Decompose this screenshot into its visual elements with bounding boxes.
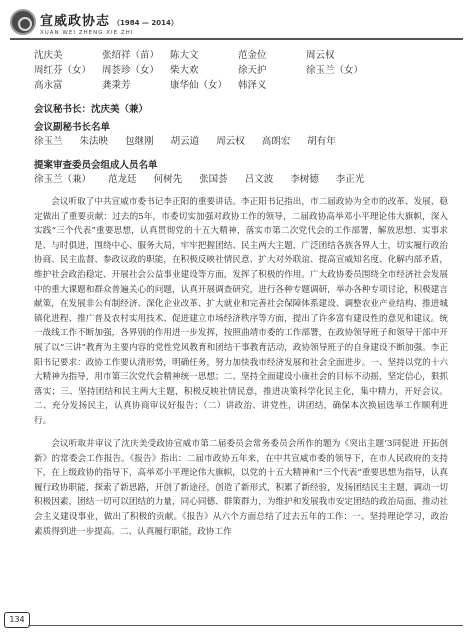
footer-divider: [28, 625, 463, 626]
member-row: [34, 63, 448, 78]
member-name: 康华仙（女）: [170, 80, 228, 91]
deputy-secretary-name: 包继刚: [125, 136, 154, 147]
proposal-member-name: 范龙廷: [108, 174, 137, 185]
member-name: 陈大文: [170, 50, 199, 61]
member-name: 韩泽义: [238, 80, 267, 91]
deputy-secretary-name: 朱法映: [79, 136, 109, 147]
emblem-icon: [10, 9, 36, 35]
proposal-member-name: 何树先: [153, 174, 183, 185]
deputy-secretary-name: 胡云道: [170, 136, 200, 147]
body-paragraph: 会议听取并审议了沈庆美受政协宣威市第二届委员会常务委员会所作的题为《突出主题‘3同促进 开拓创新》的常委会工作报告。《报告》指出：二届市政协五年来，在中共宣威市委的领导下，在市人民政府的支持下，在上级政协的指导下，高举邓小平理论伟大旗帜，以党的十五大精神和“三个代表”重要思想为指导，认真履行政协职能，探索了新思路，开创了新途径，创造了新形式，积累了新经验，发扬团结民主主题，调动一切积极因素，团结一切可以团结的力量，同心同德、群策群力，为维护和发展我市安定团结的政治局面，推动社会主义建设事业，做出了积极的贡献。《报告》从六个方面总结了过去五年的工作：一、坚持理论学习，政治素质得到进一步提高。二、认真履行职能，政协工作: [34, 439, 448, 537]
proposal-member-name: 吕文波: [244, 174, 274, 185]
deputy-secretary-name: 周云权: [216, 136, 245, 147]
member-name: 沈庆美: [34, 50, 63, 61]
proposal-committee-list: [34, 173, 448, 187]
proposal-member-name: 李树德: [290, 174, 319, 185]
proposal-member-name: 徐玉兰（兼）: [34, 174, 92, 185]
member-row: [34, 48, 448, 63]
proposal-member-name: 李正光: [335, 174, 365, 185]
deputy-secretary-name: 徐玉兰: [34, 136, 63, 147]
proposal-committee-heading: 提案审查委员会组成人员名单: [34, 160, 158, 171]
committee-members: [34, 48, 448, 93]
header-divider: [10, 38, 463, 40]
deputy-secretaries-list: [34, 135, 448, 149]
deputy-secretaries-heading: 会议副秘书长名单: [34, 122, 111, 133]
member-name: 张绍祥（苗）: [102, 50, 160, 61]
proposal-member-name: 张国荟: [199, 174, 228, 185]
header-title-block: [40, 10, 178, 36]
member-name: 周荟珍（女）: [102, 65, 160, 76]
member-name: 柴大欢: [170, 65, 199, 76]
body-paragraph: 会议听取了中共宣威市委书记李正阳的重要讲话。李正阳书记指出，市二届政协为全市的改革、发展、稳定做出了重要贡献：过去的5年，市委切实加强对政协工作的领导，二届政协高举邓小平理论伟大旗帜，深入实践“三个代表”重要思想，认真贯彻党的十五大精神，落实市第二次党代会的工作部署，解放思想、实事求是、与时俱进，围绕中心、服务大局，牢牢把握团结、民主两大主题，广泛团结各族各界人士，切实履行政治协商、民主监督、参政议政的职能，在积极反映社情民意、扩大对外联谊、提高宣威知名度、化解内部矛盾，维护社会政治稳定、开展社会公益事业建设等方面，发挥了积极的作用。广大政协委员围绕全市经济社会发展中的重大课题和群众普遍关心的问题，认真开展调查研究，进行各种专题调研，举办各种专项讨论，积极建言献策，在发展非公有制经济、深化企业改革、扩大就业和完善社会保障体系建设、调整农业产业结构、推进城镇化进程、推广普及农村实用技术、促进建立市场经济秩序等方面，提出了许多富有建设性的意见和建议。统一战线工作不断加强，各界别的作用进一步发挥，按照曲靖市委的工作部署，在政协领导班子和领导干部中开展了以“三讲”教育为主要内容的党性党风教育和团结干事教育活动，政协领导班子的自身建设不断加强。李正阳书记要求：政协工作要认清形势，明确任务，努力加快我市经济发展和社会全面进步。一、坚持以党的十六大精神为指导，用市第三次党代会精神统一思想；二、坚持全面建设小康社会的目标不动摇，坚定信心，狠抓落实；三、坚持团结和民主两大主题，积极反映社情民意，推进决策科学化民主化，集中精力，开好会议。二、充分发扬民主，认真协商审议好报告；（二）讲政治、讲党性，讲团结，确保本次换届选举工作顺利进行。: [34, 197, 448, 426]
member-name: 徐玉兰（女）: [306, 65, 364, 76]
member-row: [34, 78, 448, 93]
book-subtitle: XUAN WEI ZHENG XIE ZHI: [40, 30, 134, 36]
member-name: 高永富: [34, 80, 63, 91]
deputy-secretary-name: 胡有年: [307, 136, 336, 147]
book-title: 宣威政协志: [40, 14, 111, 29]
member-name: 范金位: [238, 50, 267, 61]
member-name: 周云权: [306, 50, 335, 61]
page-number: 134: [4, 612, 30, 628]
secretary-general-heading: 会议秘书长：沈庆美（兼）: [34, 104, 149, 115]
page-header: [0, 0, 475, 40]
book-period: （1984 — 2014）: [113, 19, 178, 27]
deputy-secretary-name: 高朗宏: [261, 136, 291, 147]
member-name: 徐天护: [238, 65, 267, 76]
member-name: 龚秉芳: [102, 80, 131, 91]
member-name: 周红芬（女）: [34, 65, 92, 76]
page-body: [34, 48, 448, 548]
